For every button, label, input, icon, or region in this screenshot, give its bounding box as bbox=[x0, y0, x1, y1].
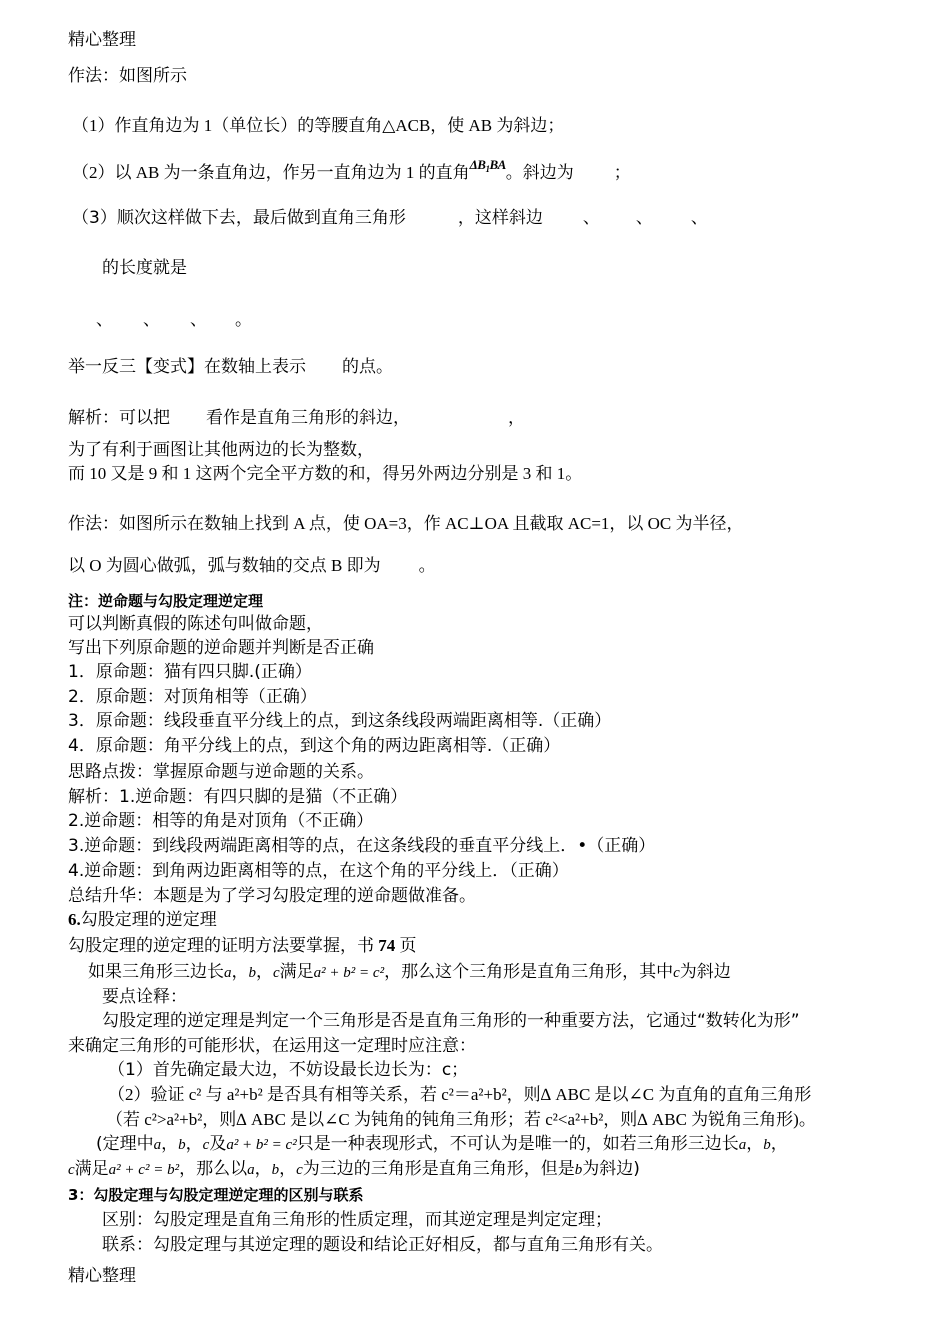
note-line-2: 写出下列原命题的逆命题并判断是否正确 bbox=[68, 638, 374, 658]
section-6-line-9: (定理中a，b，c及a² + b² = c²只是一种表现形式，不可认为是唯一的，如若三角形三边长a，b， bbox=[96, 1134, 788, 1154]
section-6-line-8: （若 c²>a²+b²，则∆ ABC 是以∠C 为钝角的钝角三角形；若 c²<a²+b²，则∆ ABC 为锐角三角形)。 bbox=[106, 1110, 816, 1129]
method-step-3 bbox=[72, 208, 708, 228]
variant-line-2: 为了有利于画图让其他两边的长为整数， bbox=[68, 440, 374, 460]
method-step-3-end bbox=[96, 310, 252, 330]
formula-3: a² + c² = b² bbox=[108, 1162, 180, 1178]
variant-line-3: 而 10 又是 9 和 1 这两个完全平方数的和，得另外两边分别是 3 和 1。 bbox=[68, 464, 583, 483]
note-line-11: 4.逆命题：到角两边距离相等的点，在这个角的平分线上．（正确） bbox=[68, 861, 569, 881]
page-header: 精心整理 bbox=[68, 30, 136, 50]
step-3-sep-1: 、 bbox=[582, 208, 600, 228]
note-line-3: 1．原命题：猫有四只脚.(正确） bbox=[68, 662, 312, 682]
step-3-text-b: ，这样斜边 bbox=[457, 208, 543, 228]
method-step-1 bbox=[72, 116, 564, 136]
note-title: 注：逆命题与勾股定理逆定理 bbox=[68, 592, 264, 610]
note-line-10: 3.逆命题：到线段两端距离相等的点，在这条线段的垂直平分线上．•（正确） bbox=[68, 836, 656, 856]
variant-method: 作法：如图所示在数轴上找到 A 点，使 OA=3，作 AC⊥OA 且截取 AC=1，以 OC 为半径， bbox=[68, 514, 744, 533]
formula-2: a² + b² = c² bbox=[226, 1137, 297, 1153]
variant-analysis: 解析：可以把 看作是直角三角形的斜边， ， bbox=[68, 408, 525, 428]
step-1-text: （1）作直角边为 1（单位长）的等腰直角△ACB，使 AB 为斜边； bbox=[72, 116, 565, 135]
var-a: a bbox=[224, 965, 232, 981]
step-2-text-c: ； bbox=[613, 163, 631, 183]
note-line-7: 思路点拨：掌握原命题与逆命题的关系。 bbox=[68, 762, 374, 782]
section-6-title: 6.勾股定理的逆定理 bbox=[68, 910, 217, 930]
step-3-text-a: （3）顺次这样做下去，最后做到直角三角形 bbox=[72, 208, 406, 228]
section-6-line-5: 来确定三角形的可能形状，在运用这一定理时应注意： bbox=[68, 1036, 476, 1056]
note-line-1: 可以判断真假的陈述句叫做命题， bbox=[68, 614, 323, 634]
section-6-line-4: 勾股定理的逆定理是判定一个三角形是否是直角三角形的一种重要方法，它通过“数转化为形” bbox=[102, 1011, 800, 1031]
variant-title: 举一反三【变式】在数轴上表示 的点。 bbox=[68, 357, 393, 377]
section-3-line-2: 联系：勾股定理与其逆定理的题设和结论正好相反，都与直角三角形有关。 bbox=[102, 1235, 663, 1255]
step-2-text-a: （2）以 AB 为一条直角边，作另一直角边为 1 的直角 bbox=[72, 163, 470, 182]
method-step-3-cont: 的长度就是 bbox=[102, 258, 187, 278]
end-sep-3: 、 bbox=[190, 310, 207, 330]
section-3-title: 3：勾股定理与勾股定理逆定理的区别与联系 bbox=[68, 1186, 364, 1204]
var-c: c bbox=[273, 965, 280, 981]
section-6-line-7: （2）验证 c² 与 a²+b² 是否具有相等关系，若 c²＝a²+b²，则∆ ABC 是以∠C 为直角的直角三角形 bbox=[108, 1085, 812, 1104]
formula-1: a² + b² = c² bbox=[313, 965, 385, 981]
variant-method-2: 以 O 为圆心做弧，弧与数轴的交点 B 即为 。 bbox=[68, 556, 436, 575]
note-line-5: 3．原命题：线段垂直平分线上的点，到这条线段两端距离相等.（正确） bbox=[68, 711, 612, 731]
section-6-line-1: 勾股定理的逆定理的证明方法要掌握，书 74 页 bbox=[68, 936, 417, 956]
var-b: b bbox=[248, 965, 256, 981]
note-line-9: 2.逆命题：相等的角是对顶角（不正确） bbox=[68, 811, 374, 831]
page-footer: 精心整理 bbox=[68, 1266, 136, 1286]
note-line-8: 解析：1.逆命题：有四只脚的是猫（不正确） bbox=[68, 787, 408, 807]
section-3-line-1: 区别：勾股定理是直角三角形的性质定理，而其逆定理是判定定理； bbox=[102, 1210, 612, 1230]
note-line-12: 总结升华：本题是为了学习勾股定理的逆命题做准备。 bbox=[68, 886, 476, 906]
section-6-line-6: （1）首先确定最大边，不妨设最长边长为：c； bbox=[108, 1060, 469, 1080]
step-2-text-b: 。斜边为 bbox=[505, 163, 574, 183]
step-3-sep-2: 、 bbox=[635, 208, 653, 228]
end-sep-1: 、 bbox=[96, 310, 113, 330]
end-period: 。 bbox=[235, 310, 252, 330]
step-3-sep-3: 、 bbox=[690, 208, 708, 228]
note-line-4: 2．原命题：对顶角相等（正确） bbox=[68, 687, 317, 707]
end-sep-2: 、 bbox=[143, 310, 160, 330]
section-6-line-10: c满足a² + c² = b²，那么以a，b，c为三边的三角形是直角三角形，但是b为斜边) bbox=[68, 1159, 640, 1179]
section-6-line-2: 如果三角形三边长a，b，c满足a² + b² = c²，那么这个三角形是直角三角形，其中c为斜边 bbox=[88, 962, 731, 982]
triangle-label: ΔB1BA bbox=[469, 157, 506, 174]
note-line-6: 4．原命题：角平分线上的点，到这个角的两边距离相等.（正确） bbox=[68, 736, 561, 756]
method-title: 作法：如图所示 bbox=[68, 66, 187, 86]
method-step-2 bbox=[72, 157, 631, 183]
section-6-line-3: 要点诠释： bbox=[102, 987, 187, 1007]
